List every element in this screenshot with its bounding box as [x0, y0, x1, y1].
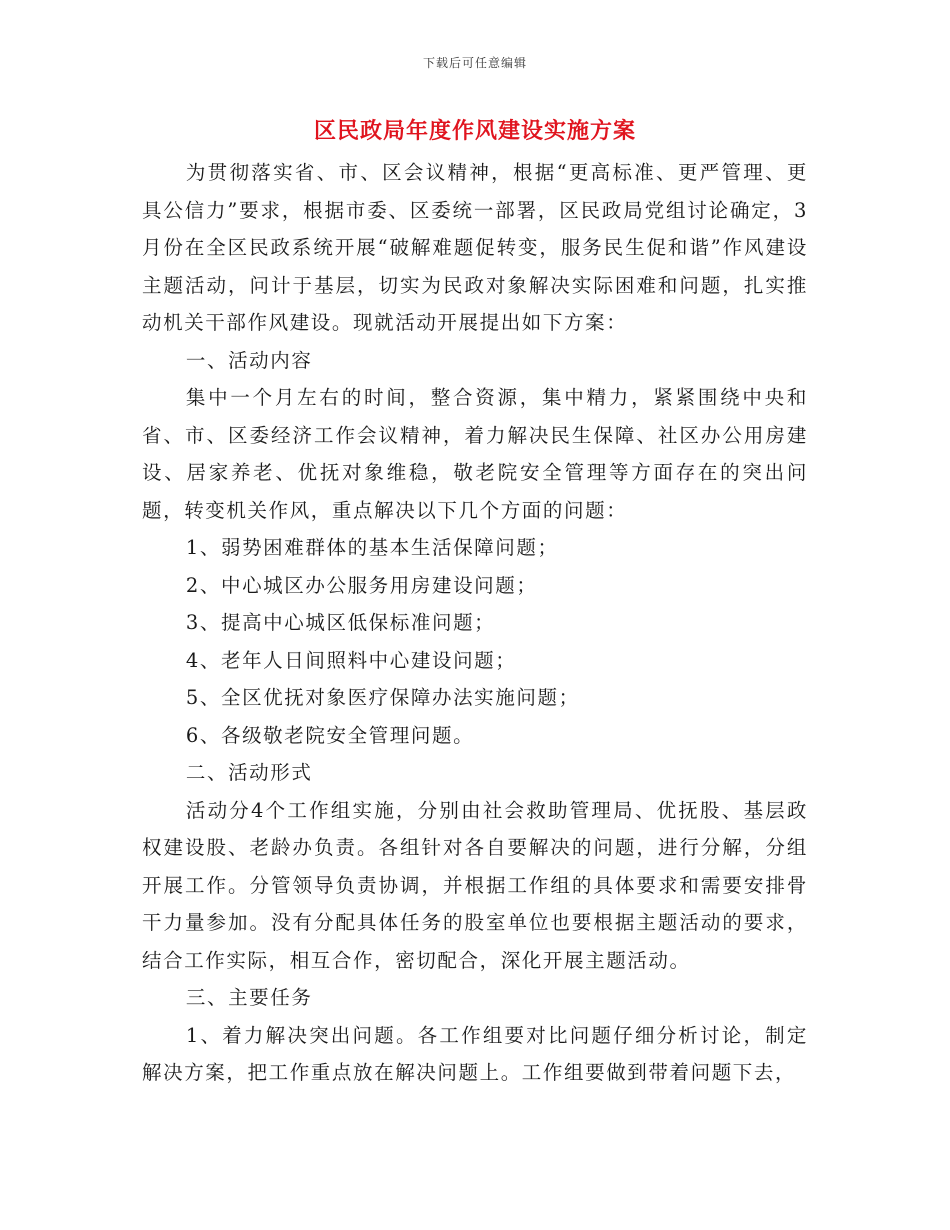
section-heading-activity-form: 二、活动形式 — [185, 761, 313, 784]
issue-item-4: 4、老年人日间照料中心建设问题； — [185, 648, 517, 672]
activity-form-paragraph: 活动分4个工作组实施，分别由社会救助管理局、优抚股、基层政权建设股、老龄办负责。各组针对各自要解决的问题，进行分解，分组开展工作。分管领导负责协调，并根据工作组的具体要求和需要安排骨干力量参加。没有分配具体任务的股室单位也要根据主题活动的要求，结合工作实际，相互合作，密切配合，深化开展主题活动。 — [142, 798, 808, 972]
section-heading-main-tasks: 三、主要任务 — [185, 986, 313, 1009]
main-task-item-1: 1、着力解决突出问题。各工作组要对比问题仔细分析讨论，制定解决方案，把工作重点放在解决问题上。工作组要做到带着问题下去， — [142, 1023, 808, 1084]
header-note: 下载后可任意编辑 — [422, 56, 527, 70]
issue-item-5: 5、全区优抚对象医疗保障办法实施问题； — [185, 686, 580, 709]
issue-item-1: 1、弱势困难群体的基本生活保障问题； — [185, 536, 559, 559]
section-heading-activity-content: 一、活动内容 — [185, 348, 313, 372]
document-title: 区民政局年度作风建设实施方案 — [313, 118, 636, 144]
issue-item-6: 6、各级敬老院安全管理问题。 — [185, 723, 475, 747]
issue-item-2: 2、中心城区办公服务用房建设问题； — [185, 573, 538, 597]
activity-content-paragraph: 集中一个月左右的时间，整合资源，集中精力，紧紧围绕中央和省、市、区委经济工作会议精神，着力解决民生保障、社区办公用房建设、居家养老、优抚对象维稳，敬老院安全管理等方面存在的突出问题，转变机关作风，重点解决以下几个方面的问题： — [142, 386, 808, 522]
intro-paragraph: 为贯彻落实省、市、区会议精神，根据“更高标准、更严管理、更具公信力”要求，根据市委、区委统一部署，区民政局党组讨论确定，3月份在全区民政系统开展“破解难题促转变，服务民生促和谐”作风建设主题活动，问计于基层，切实为民政对象解决实际困难和问题，扎实推动机关干部作风建设。现就活动开展提出如下方案： — [142, 161, 808, 334]
document-body — [142, 154, 808, 1092]
issue-item-3: 3、提高中心城区低保标准问题； — [185, 611, 496, 634]
